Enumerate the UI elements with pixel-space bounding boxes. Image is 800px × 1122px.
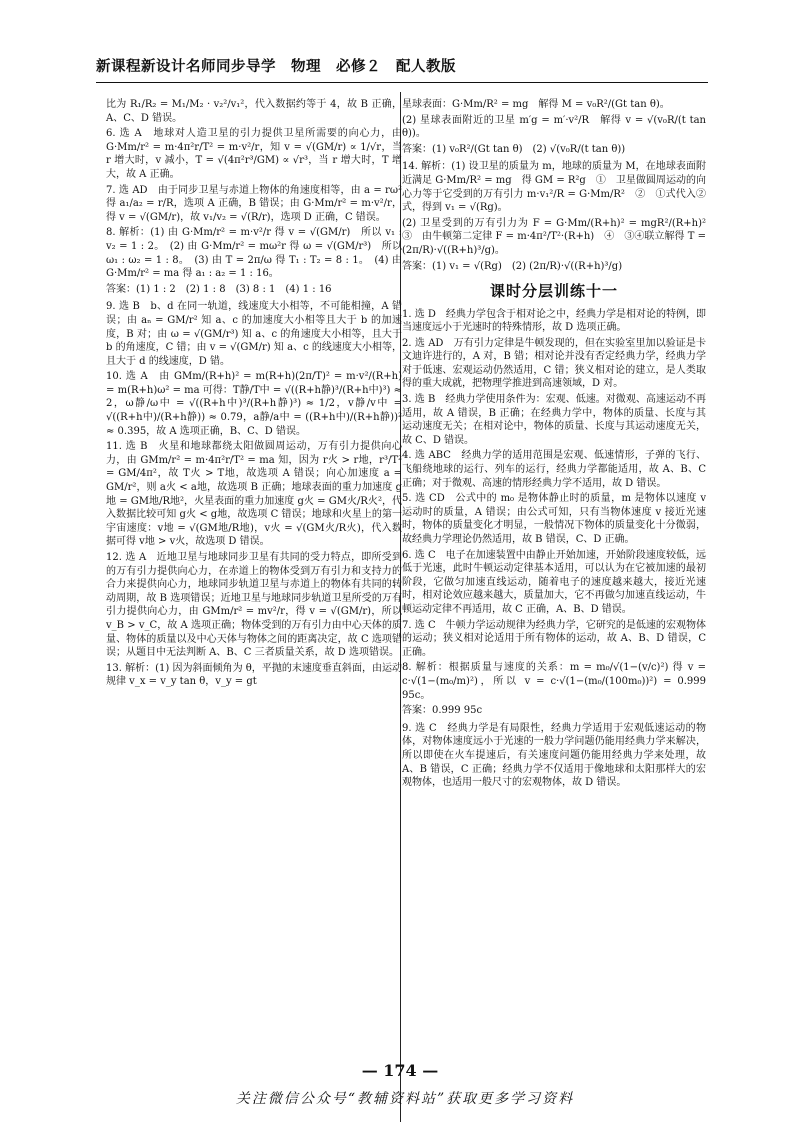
- footer-note: 关注微信公众号“教辅资料站”获取更多学习资料: [235, 1091, 575, 1107]
- page-header: 新课程新设计名师同步导学 物理 必修２ 配人教版: [96, 59, 456, 75]
- section-title: 课时分层训练十一: [489, 282, 618, 301]
- answer-entry: 12. 选 A 近地卫星与地球同步卫星有共同的受力特点，即所受到的万有引力提供向心力，在赤道上的物体受到万有引力和支持力的合力来提供向心力，地球同步轨道卫星与赤道上的物体有共同的转动周期，故 B 选项错误；近地卫星与地球同步轨道卫星所受的万有引力提供向心力，由 GMm/r² = mv²/r，得 v = √(GM/r)，所以 v_B > v_C，故 A 选项正确；物体受到的万有引力由中心天体的质量、物体的质量以及中心天体与物体之间的距离决定，故 C 选项错误；从题目中无法判断 A、B、C 三者质量关系，故 D 选项错误。: [106, 552, 402, 659]
- answer-entry: 6. 选 C 电子在加速装置中由静止开始加速，开始阶段速度较低，远低于光速，此时牛顿运动定律基本适用，可以认为在它被加速的最初阶段，它做匀加速直线运动，随着电子的速度越来越大，接近光速时，相对论效应越来越大，质量加大，它不再做匀加速直线运动，牛顿运动定律不再适用，故 C 正确，A、B、D 错误。: [402, 549, 706, 615]
- answer-entry: 4. 选 ABC 经典力学的适用范围是宏观、低速情形，子弹的飞行、飞船绕地球的运行、列车的运行，经典力学都能适用，故 A、B、C 正确；对于微观、高速的情形经典力学不适用，故 D 错误。: [402, 450, 706, 489]
- answer-entry: 3. 选 B 经典力学使用条件为：宏观、低速。对微观、高速运动不再适用，故 A 错误，B 正确；在经典力学中，物体的质量、长度与其运动速度无关；在相对论中，物体的质量、长度与其运动速度无关，故 C、D 错误。: [402, 394, 706, 446]
- answer-entry: (2) 卫星受到的万有引力为 F = G·Mm/(R+h)² = mgR²/(R+h)² ③ 由牛顿第二定律 F = m·4π²/T²·(R+h) ④ ③④联立解得 T = (2π/R)·√((R+h)³/g)。: [402, 217, 716, 256]
- header-rule: [96, 82, 708, 83]
- answer-entry: 13. 解析：(1) 因为斜面倾角为 θ，平抛的末速度垂直斜面，由运动规律 v_x = v_y tan θ，v_y = gt: [106, 662, 402, 688]
- answer-entry: 7. 选 C 牛顿力学运动规律为经典力学，它研究的是低速的宏观物体的运动；狭义相对论适用于所有物体的运动，故 A、B、D 错误，C 正确。: [402, 619, 706, 658]
- answer-entry: 5. 选 CD 公式中的 m₀ 是物体静止时的质量，m 是物体以速度 v 运动时的质量，A 错误；由公式可知，只有当物体速度 v 接近光速时，物体的质量变化才明显，一般情况下物体的质量变化十分微弱，故经典力学理论仍然适用，故 B 错误，C、D 正确。: [402, 493, 706, 546]
- answer-entry: 11. 选 B 火星和地球都绕太阳做圆周运动，万有引力提供向心力，由 GMm/r² = m·4π²r/T² = ma 知，因为 r火 > r地，r³/T² = GM/4π²，故 T火 > T地，故选项 A 错误；向心加速度 a = GM/r²，则 a火 < a地，故选项 B 正确；地球表面的重力加速度 g地 = GM地/R地²，火星表面的重力加速度 g火 = GM火/R火²，代入数据比较可知 g火 < g地，故选项 C 错误；地球和火星上的第一宇宙速度：v地 = √(GM地/R地)，v火 = √(GM火/R火)，代入数据可得 v地 > v火，故选项 D 错误。: [106, 441, 402, 548]
- answer-entry: 9. 选 B b、d 在同一轨道，线速度大小相等，不可能相撞，A 错误；由 aₙ = GM/r² 知 a、c 的加速度大小相等且大于 b 的加速度，B 对；由 ω = √(GM/r³) 知 a、c 的角速度大小相等，且大于 b 的角速度，C 错；由 v = √(GM/r) 知 a、c 的线速度大小相等，且大于 d 的线速度，D 错。: [106, 301, 402, 367]
- answer-entry: 9. 选 C 经典力学是有局限性，经典力学适用于宏观低速运动的物体，对物体速度远小于光速的一般力学问题仍能用经典力学来解决，所以即使在火车提速后，有关速度问题仍能用经典力学来处理，故 A、B 错误，C 正确；经典力学不仅适用于像地球和太阳那样大的宏观物体，也适用一般尺寸的宏观物体，故 D 错误。: [402, 722, 706, 789]
- answer-summary: 答案：(1) v₀R²/(Gt tan θ) (2) √(v₀R/(t tan θ)): [402, 143, 626, 155]
- answer-entry: 1. 选 D 经典力学包含于相对论之中，经典力学是相对论的特例，即当速度远小于光速时的特殊情形，故 D 选项正确。: [402, 308, 706, 334]
- answer-entry: (2) 星球表面附近的卫星 m′g = m′·v²/R 解得 v = √(v₀R/(t tan θ))。: [402, 114, 706, 140]
- answer-summary: 答案：(1) 1 : 2 (2) 1 : 8 (3) 8 : 1 (4) 1 : 16: [106, 283, 332, 295]
- answer-entry: 14. 解析：(1) 设卫星的质量为 m，地球的质量为 M，在地球表面附近满足 G·Mm/R² = mg 得 GM = R²g ① 卫星做圆周运动的向心力等于它受到的万有引力 m·v₁²/R = G·Mm/R² ② ①式代入②式，得到 v₁ = √(Rg)。: [402, 161, 706, 214]
- answer-entry: 8. 解析：(1) 由 G·Mm/r² = m·v²/r 得 v = √(GM/r) 所以 v₁ : v₂ = 1 : 2。 (2) 由 G·Mm/r² = mω²r 得 ω = √(GM/r³) 所以 ω₁ : ω₂ = 1 : 8。 (3) 由 T = 2π/ω 得 T₁ : T₂ = 8 : 1。 (4) 由 G·Mm/r² = ma 得 a₁ : a₂ = 1 : 16。: [106, 227, 402, 280]
- left-column: [106, 98, 402, 1108]
- page-number: — 174 —: [361, 1061, 439, 1080]
- answer-entry: 10. 选 A 由 GMm/(R+h)² = m(R+h)(2π/T)² = m·v²/(R+h) = m(R+h)ω² = ma 可得：T静/T中 = √((R+h静)³/(R+h中)³) ≈ 2，ω静/ω中 = √((R+h中)³/(R+h静)³) ≈ 1/2，v静/v中 = √((R+h中)/(R+h静)) ≈ 0.79，a静/a中 = ((R+h中)/(R+h静))² ≈ 0.395，故 A 选项正确，B、C、D 错误。: [106, 371, 402, 437]
- answer-entry: 星球表面：G·Mm/R² = mg 解得 M = v₀R²/(Gt tan θ)。: [402, 99, 670, 110]
- answer-summary: 答案：(1) v₁ = √(Rg) (2) (2π/R)·√((R+h)³/g): [402, 260, 623, 272]
- answer-entry: 2. 选 AD 万有引力定律是牛顿发现的，但在实验室里加以验证是卡文迪许进行的，A 对，B 错；相对论并没有否定经典力学，经典力学对于低速、宏观运动仍然适用，C 错；狭义相对论的建立，是人类取得的重大成就，把物理学推进到高速领域，D 对。: [402, 337, 706, 390]
- answer-entry: 6. 选 A 地球对人造卫星的引力提供卫星所需要的向心力，由 G·Mm/r² = m·4π²r/T² = m·v²/r，知 v = √(GM/r) ∝ 1/√r，当 r 增大时，v 减小，T = √(4π²r³/GM) ∝ √r³，当 r 增大时，T 增大，故 A 正确。: [106, 128, 402, 180]
- answer-entry: 8. 解析：根据质量与速度的关系：m = m₀/√(1−(v/c)²) 得 v = c·√(1−(m₀/m)²)，所以 v = c·√(1−(m₀/(100m₀))²) = 0.999 95c。: [402, 662, 706, 701]
- answer-entry: 比为 R₁/R₂ = M₁/M₂ · v₂²/v₁²，代入数据约等于 4，故 B 正确，A、C、D 错误。: [106, 99, 402, 124]
- answer-summary: 答案：0.999 95c: [402, 705, 483, 717]
- answer-entry: 7. 选 AD 由于同步卫星与赤道上物体的角速度相等，由 a = rω² 得 a₁/a₂ = r/R，选项 A 正确，B 错误；由 G·Mm/r² = m·v²/r，得 v = √(GM/r)，故 v₁/v₂ = √(R/r)，选项 D 正确，C 错误。: [106, 184, 402, 223]
- right-column: [402, 98, 716, 1108]
